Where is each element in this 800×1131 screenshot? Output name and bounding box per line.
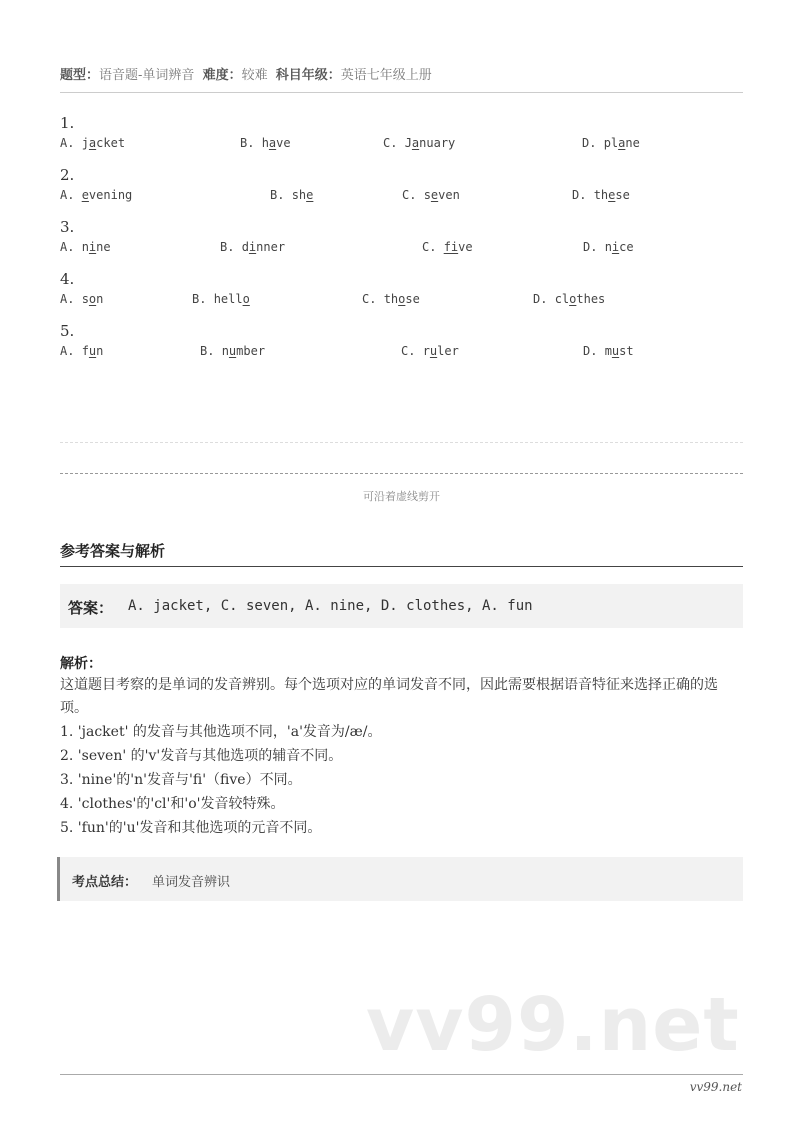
word-suffix: se bbox=[405, 292, 420, 306]
question-list bbox=[60, 114, 743, 374]
option-letter: A. bbox=[60, 292, 75, 306]
space bbox=[547, 292, 554, 306]
summary-label: 考点总结： bbox=[72, 875, 138, 890]
option-letter: B. bbox=[240, 136, 255, 150]
space bbox=[416, 188, 423, 202]
word-prefix: j bbox=[81, 136, 89, 150]
answer-box bbox=[60, 584, 743, 628]
space bbox=[586, 188, 593, 202]
option-letter: B. bbox=[270, 188, 285, 202]
space bbox=[254, 136, 261, 150]
type-label: 题型： bbox=[60, 68, 100, 83]
word-underlined-part: e bbox=[81, 188, 89, 202]
option-letter: B. bbox=[200, 344, 215, 358]
analysis-section bbox=[60, 654, 743, 840]
footer-site: vv99.net bbox=[689, 1080, 742, 1094]
word-suffix: n bbox=[96, 344, 104, 358]
word-prefix: n bbox=[81, 240, 89, 254]
word-suffix: ler bbox=[437, 344, 459, 358]
word-underlined-part: i bbox=[88, 240, 97, 254]
word-underlined-part: o bbox=[398, 292, 406, 306]
analysis-item: 3. 'nine'的'n'发音与'fi'（five）不同。 bbox=[60, 772, 302, 788]
word-suffix: thes bbox=[576, 292, 606, 306]
word-underlined-part: u bbox=[611, 344, 620, 358]
space bbox=[415, 344, 422, 358]
word-suffix: st bbox=[619, 344, 634, 358]
word-prefix: m bbox=[604, 344, 612, 358]
word-suffix: ve bbox=[458, 240, 473, 254]
option-letter: A. bbox=[60, 136, 75, 150]
option-letter: D. bbox=[583, 240, 598, 254]
word-suffix: ve bbox=[276, 136, 291, 150]
question-number: 3. bbox=[60, 218, 75, 236]
option bbox=[270, 188, 313, 202]
word-underlined-part: o bbox=[569, 292, 577, 306]
word-prefix: r bbox=[422, 344, 430, 358]
space bbox=[284, 188, 291, 202]
word-prefix: f bbox=[81, 344, 89, 358]
word-suffix: se bbox=[615, 188, 630, 202]
question-number: 5. bbox=[60, 322, 75, 340]
option-letter: D. bbox=[572, 188, 587, 202]
option bbox=[582, 136, 640, 150]
analysis-paragraph: 这道题目考察的是单词的发音辨别。每个选项对应的单词发音不同，因此需要根据语音特征来选择正确的选项。 bbox=[60, 677, 718, 716]
word-suffix: nuary bbox=[419, 136, 456, 150]
space bbox=[74, 344, 81, 358]
difficulty-label: 难度： bbox=[202, 68, 242, 83]
word-underlined-part: i bbox=[611, 240, 620, 254]
word-suffix: ven bbox=[438, 188, 460, 202]
option bbox=[60, 344, 103, 358]
space bbox=[597, 344, 604, 358]
word-underlined-part: i bbox=[248, 240, 257, 254]
option bbox=[192, 292, 250, 306]
space bbox=[436, 240, 443, 254]
word-underlined-part: u bbox=[429, 344, 438, 358]
answer-section-title: 参考答案与解析 bbox=[60, 542, 166, 560]
word-prefix: pl bbox=[603, 136, 619, 150]
word-prefix: th bbox=[593, 188, 609, 202]
question-number: 4. bbox=[60, 270, 75, 288]
word-underlined-part: a bbox=[411, 136, 420, 150]
word-underlined-part: a bbox=[618, 136, 626, 150]
word-prefix: sh bbox=[291, 188, 307, 202]
space bbox=[74, 136, 81, 150]
analysis-item: 4. 'clothes'的'cl'和'o'发音较特殊。 bbox=[60, 796, 285, 812]
word-underlined-part: e bbox=[608, 188, 616, 202]
answer-label: 答案： bbox=[68, 599, 114, 617]
word-prefix: h bbox=[261, 136, 269, 150]
space bbox=[206, 292, 213, 306]
word-prefix: s bbox=[423, 188, 431, 202]
word-prefix: n bbox=[221, 344, 229, 358]
word-underlined-part: e bbox=[430, 188, 439, 202]
option bbox=[200, 344, 265, 358]
question-meta bbox=[60, 64, 743, 83]
option bbox=[220, 240, 285, 254]
option bbox=[422, 240, 473, 254]
option-letter: B. bbox=[220, 240, 235, 254]
option-letter: D. bbox=[583, 344, 598, 358]
option bbox=[240, 136, 291, 150]
option bbox=[401, 344, 459, 358]
option bbox=[402, 188, 460, 202]
analysis-item: 2. 'seven' 的'v'发音与其他选项的辅音不同。 bbox=[60, 748, 343, 764]
cut-line bbox=[60, 473, 743, 474]
option bbox=[583, 344, 634, 358]
option-letter: A. bbox=[60, 188, 75, 202]
option-letter: B. bbox=[192, 292, 207, 306]
answer-text: A. jacket, C. seven, A. nine, D. clothes, A. fun bbox=[128, 598, 533, 614]
word-prefix: th bbox=[383, 292, 399, 306]
word-suffix: n bbox=[96, 292, 104, 306]
word-underlined-part: u bbox=[228, 344, 237, 358]
question-number: 2. bbox=[60, 166, 75, 184]
option-row bbox=[60, 290, 743, 322]
word-suffix: mber bbox=[236, 344, 266, 358]
word-underlined-part: u bbox=[88, 344, 97, 358]
question-number: 1. bbox=[60, 114, 75, 132]
grade-value: 英语七年级上册 bbox=[340, 68, 432, 83]
space bbox=[74, 240, 81, 254]
option-row bbox=[60, 134, 743, 166]
word-underlined-part: fi bbox=[443, 240, 459, 254]
header-divider bbox=[60, 92, 743, 93]
space bbox=[376, 292, 383, 306]
option-letter: D. bbox=[582, 136, 597, 150]
option bbox=[572, 188, 630, 202]
space bbox=[74, 292, 81, 306]
option bbox=[60, 136, 125, 150]
word-prefix: d bbox=[241, 240, 249, 254]
option-letter: C. bbox=[402, 188, 417, 202]
watermark: vv99.net bbox=[366, 982, 740, 1068]
type-value: 语音题-单词辨音 bbox=[99, 68, 195, 83]
word-prefix: s bbox=[81, 292, 89, 306]
option-letter: D. bbox=[533, 292, 548, 306]
summary-box bbox=[57, 857, 743, 901]
option bbox=[60, 188, 132, 202]
option-letter: A. bbox=[60, 344, 75, 358]
dashed-divider-light bbox=[60, 442, 743, 443]
space bbox=[597, 240, 604, 254]
word-underlined-part: e bbox=[306, 188, 314, 202]
word-underlined-part: o bbox=[242, 292, 250, 306]
option bbox=[383, 136, 455, 150]
option bbox=[533, 292, 605, 306]
word-suffix: cket bbox=[96, 136, 126, 150]
option bbox=[60, 292, 103, 306]
difficulty-value: 较难 bbox=[241, 68, 268, 83]
word-prefix: n bbox=[604, 240, 612, 254]
option-letter: C. bbox=[362, 292, 377, 306]
word-prefix: hell bbox=[213, 292, 243, 306]
option-letter: C. bbox=[422, 240, 437, 254]
option bbox=[583, 240, 634, 254]
space bbox=[234, 240, 241, 254]
space bbox=[397, 136, 404, 150]
analysis-item: 1. 'jacket' 的发音与其他选项不同，'a'发音为/æ/。 bbox=[60, 724, 382, 740]
word-prefix: J bbox=[404, 136, 412, 150]
cut-label: 可沿着虚线剪开 bbox=[363, 490, 440, 503]
analysis-item: 5. 'fun'的'u'发音和其他选项的元音不同。 bbox=[60, 820, 322, 836]
word-underlined-part: o bbox=[88, 292, 97, 306]
word-suffix: ne bbox=[96, 240, 111, 254]
summary-text: 单词发音辨识 bbox=[152, 875, 231, 890]
space bbox=[74, 188, 81, 202]
option-letter: C. bbox=[401, 344, 416, 358]
word-suffix: vening bbox=[88, 188, 133, 202]
footer-divider bbox=[60, 1074, 743, 1075]
word-prefix: cl bbox=[554, 292, 570, 306]
word-underlined-part: a bbox=[268, 136, 277, 150]
option-row bbox=[60, 238, 743, 270]
word-suffix: ce bbox=[619, 240, 634, 254]
word-suffix: ne bbox=[625, 136, 640, 150]
space bbox=[214, 344, 221, 358]
answer-divider bbox=[60, 566, 743, 567]
grade-label: 科目年级： bbox=[275, 68, 341, 83]
word-suffix: nner bbox=[256, 240, 286, 254]
space bbox=[596, 136, 603, 150]
word-underlined-part: a bbox=[88, 136, 97, 150]
option bbox=[60, 240, 111, 254]
option-letter: A. bbox=[60, 240, 75, 254]
analysis-heading: 解析： bbox=[60, 656, 102, 672]
option-row bbox=[60, 186, 743, 218]
option-row bbox=[60, 342, 743, 374]
option bbox=[362, 292, 420, 306]
option-letter: C. bbox=[383, 136, 398, 150]
